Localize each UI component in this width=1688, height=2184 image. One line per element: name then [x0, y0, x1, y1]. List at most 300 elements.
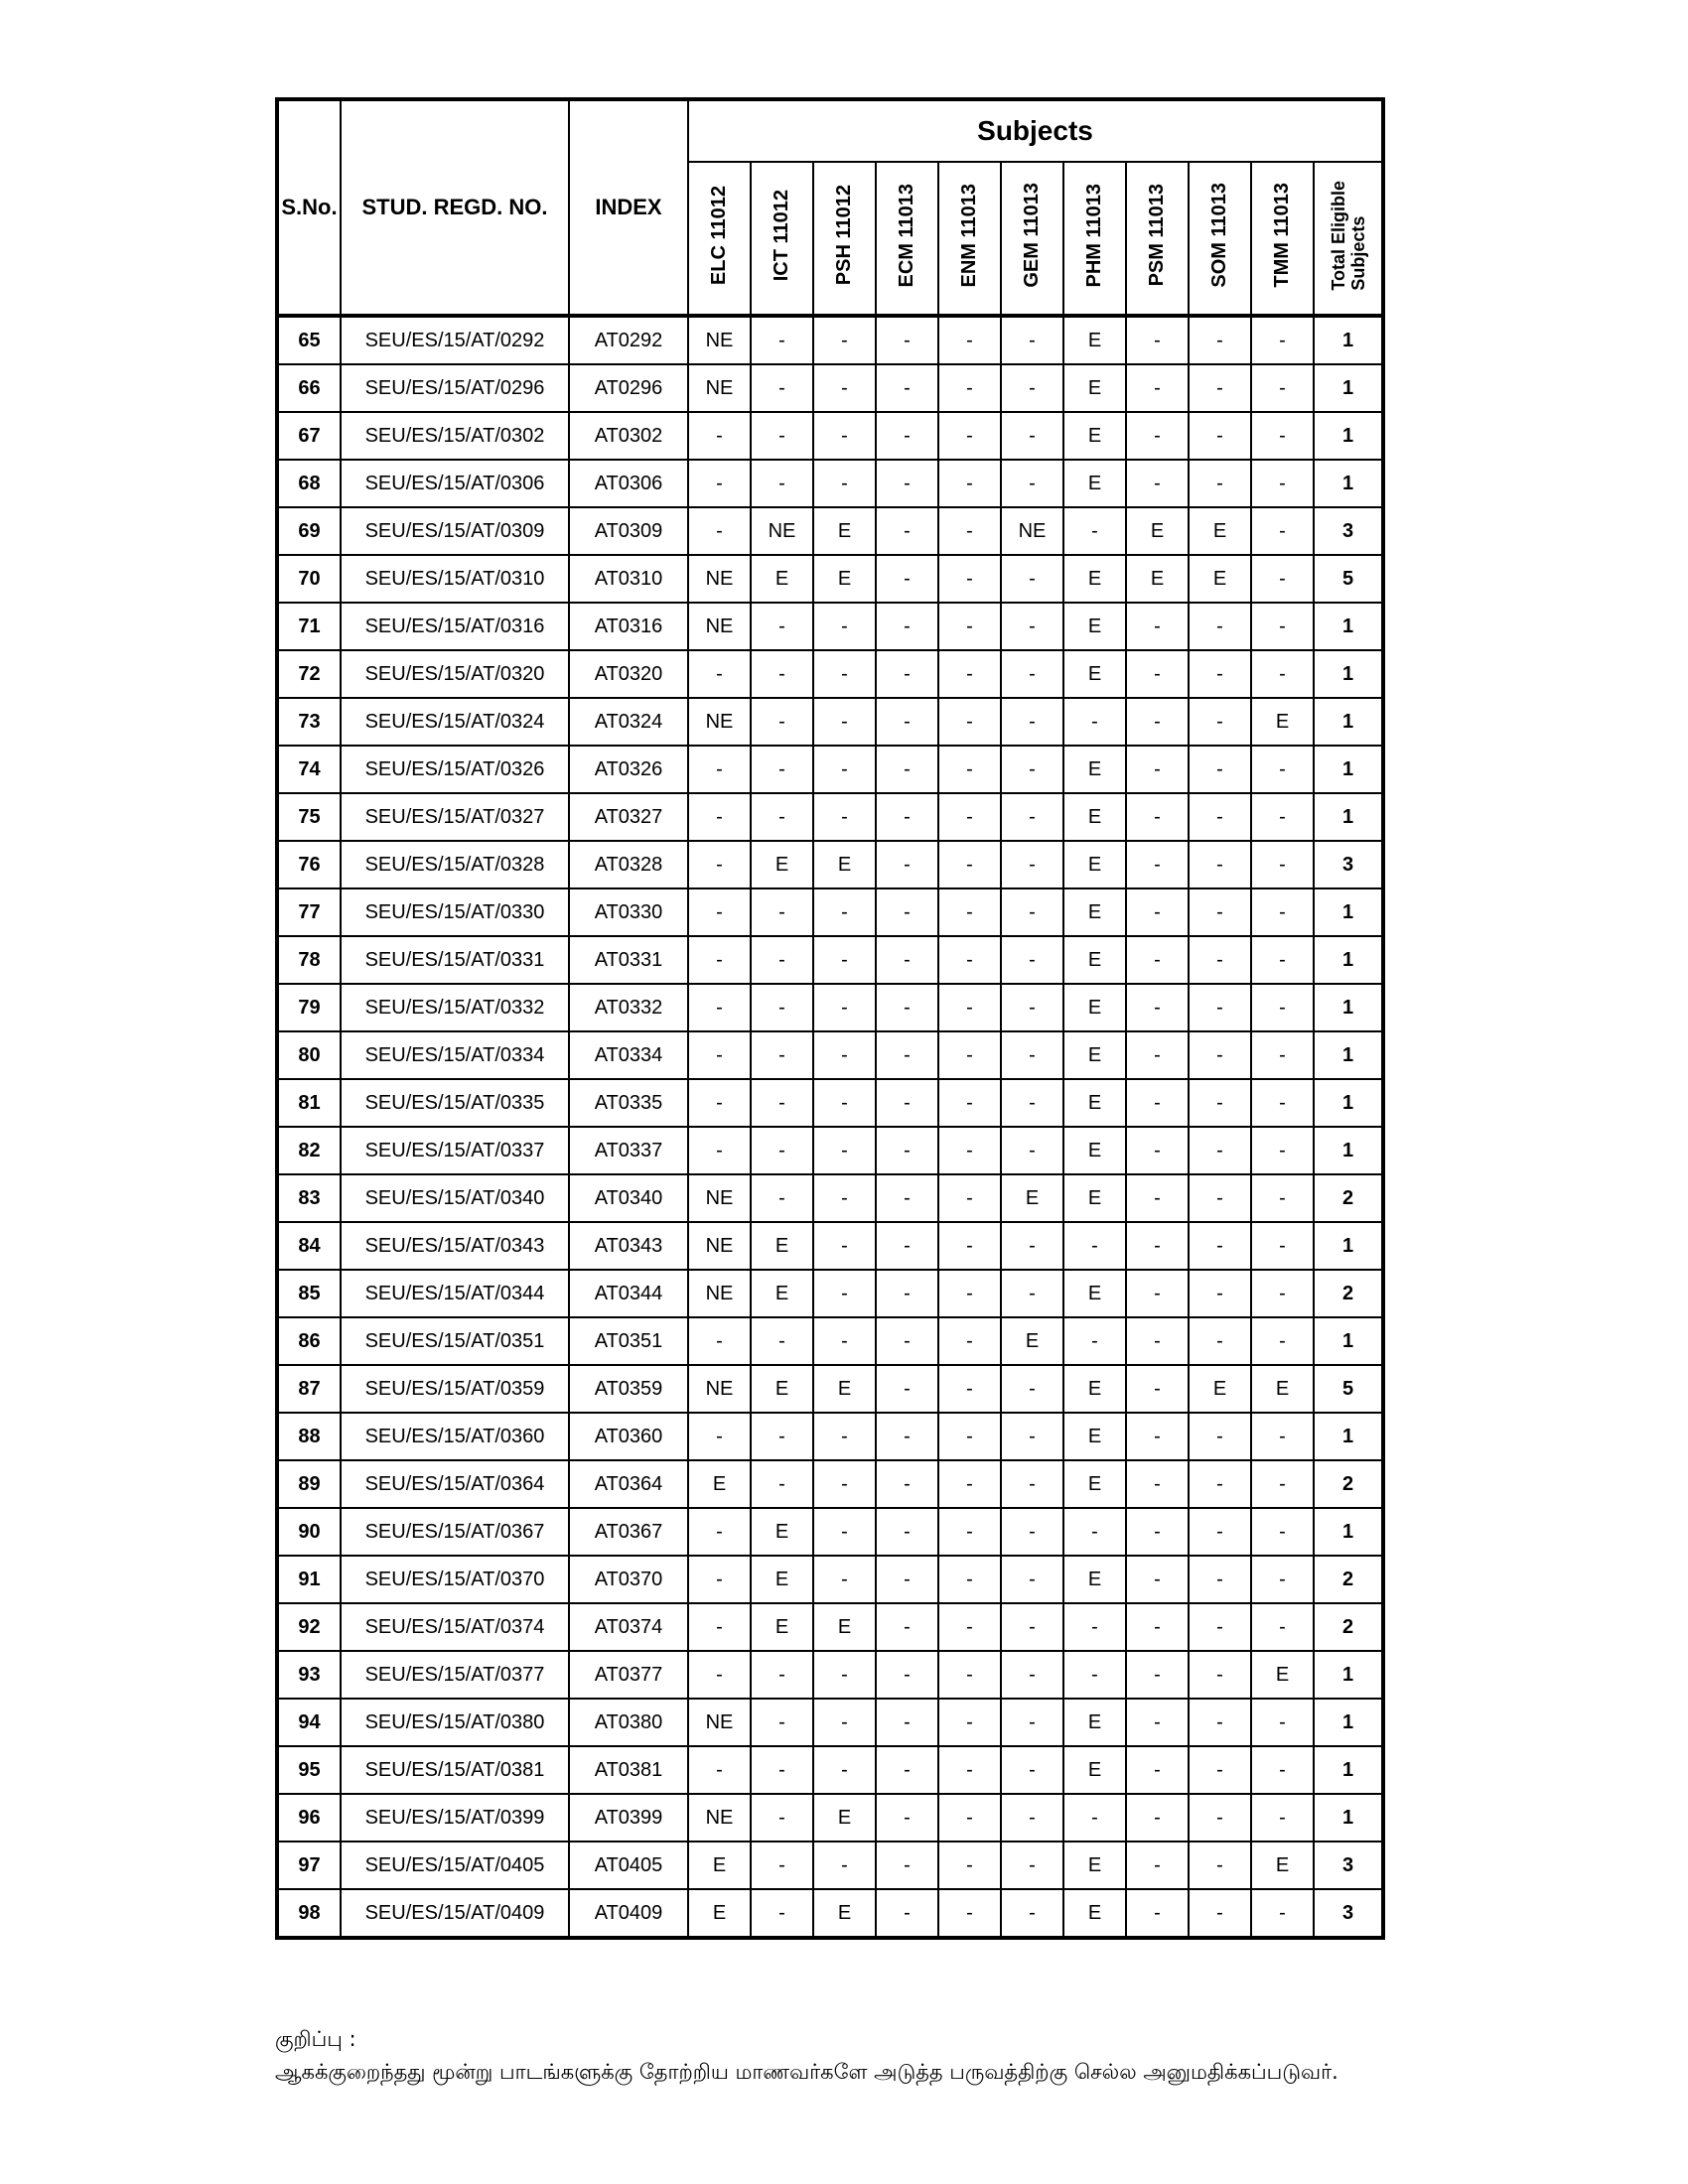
- cell-index: AT0292: [569, 316, 688, 364]
- cell-subject-mark: -: [751, 650, 813, 698]
- table-row: [277, 603, 1383, 650]
- cell-subject-mark: -: [876, 1127, 938, 1174]
- table-row: [277, 507, 1383, 555]
- cell-subject-mark: -: [1126, 1556, 1189, 1603]
- cell-total: 5: [1314, 555, 1383, 603]
- cell-regd-no: SEU/ES/15/AT/0327: [341, 793, 569, 841]
- table-row: [277, 1317, 1383, 1365]
- cell-regd-no: SEU/ES/15/AT/0377: [341, 1651, 569, 1699]
- cell-subject-mark: -: [1251, 1794, 1314, 1842]
- cell-subject-mark: -: [1126, 1842, 1189, 1889]
- header-subject-gem-11013: [1001, 162, 1063, 316]
- cell-subject-mark: -: [1001, 1222, 1063, 1270]
- cell-subject-mark: -: [1189, 460, 1251, 507]
- table-row: [277, 1174, 1383, 1222]
- cell-index: AT0310: [569, 555, 688, 603]
- cell-subject-mark: E: [1063, 555, 1126, 603]
- table-row: [277, 1842, 1383, 1889]
- cell-subject-mark: -: [1063, 698, 1126, 746]
- cell-subject-mark: E: [751, 841, 813, 888]
- cell-total: 1: [1314, 1413, 1383, 1460]
- cell-regd-no: SEU/ES/15/AT/0335: [341, 1079, 569, 1127]
- cell-subject-mark: -: [1189, 888, 1251, 936]
- cell-subject-mark: -: [688, 412, 751, 460]
- cell-subject-mark: E: [1063, 1460, 1126, 1508]
- table-row: [277, 1460, 1383, 1508]
- table-row: [277, 841, 1383, 888]
- header-total-label: Total Eligible Subjects: [1328, 180, 1368, 291]
- cell-subject-mark: -: [688, 1556, 751, 1603]
- cell-total: 1: [1314, 460, 1383, 507]
- table-row: [277, 1270, 1383, 1317]
- cell-subject-mark: -: [751, 1651, 813, 1699]
- cell-subject-mark: -: [1251, 555, 1314, 603]
- cell-subject-mark: -: [1001, 793, 1063, 841]
- cell-subject-mark: -: [1251, 1270, 1314, 1317]
- cell-subject-mark: E: [751, 555, 813, 603]
- cell-subject-mark: -: [813, 888, 876, 936]
- cell-regd-no: SEU/ES/15/AT/0316: [341, 603, 569, 650]
- cell-subject-mark: -: [1126, 1079, 1189, 1127]
- cell-regd-no: SEU/ES/15/AT/0370: [341, 1556, 569, 1603]
- cell-subject-mark: -: [1126, 984, 1189, 1031]
- cell-index: AT0334: [569, 1031, 688, 1079]
- cell-sno: 77: [277, 888, 341, 936]
- cell-subject-mark: -: [938, 1699, 1001, 1746]
- cell-total: 1: [1314, 746, 1383, 793]
- cell-subject-mark: -: [751, 1699, 813, 1746]
- cell-subject-mark: E: [1126, 507, 1189, 555]
- cell-subject-mark: -: [938, 507, 1001, 555]
- table-row: [277, 1603, 1383, 1651]
- cell-subject-mark: -: [876, 793, 938, 841]
- cell-regd-no: SEU/ES/15/AT/0296: [341, 364, 569, 412]
- cell-total: 2: [1314, 1603, 1383, 1651]
- cell-subject-mark: -: [876, 460, 938, 507]
- cell-subject-mark: -: [813, 1317, 876, 1365]
- cell-subject-mark: -: [938, 555, 1001, 603]
- cell-subject-mark: -: [688, 1603, 751, 1651]
- cell-sno: 91: [277, 1556, 341, 1603]
- cell-subject-mark: -: [1001, 1699, 1063, 1746]
- cell-index: AT0331: [569, 936, 688, 984]
- cell-subject-mark: -: [1189, 1842, 1251, 1889]
- table-row: [277, 698, 1383, 746]
- cell-subject-mark: E: [1251, 1842, 1314, 1889]
- header-subject-ecm-11013: [876, 162, 938, 316]
- cell-subject-mark: E: [1063, 1556, 1126, 1603]
- cell-regd-no: SEU/ES/15/AT/0334: [341, 1031, 569, 1079]
- header-subjects: Subjects: [688, 99, 1383, 162]
- cell-subject-mark: -: [938, 316, 1001, 364]
- table-row: [277, 1651, 1383, 1699]
- cell-total: 1: [1314, 364, 1383, 412]
- table-row: [277, 412, 1383, 460]
- cell-subject-mark: -: [938, 1889, 1001, 1938]
- cell-total: 5: [1314, 1365, 1383, 1413]
- cell-subject-mark: -: [876, 936, 938, 984]
- cell-subject-mark: -: [813, 1651, 876, 1699]
- cell-subject-mark: -: [876, 1365, 938, 1413]
- cell-subject-mark: -: [751, 888, 813, 936]
- cell-total: 1: [1314, 1127, 1383, 1174]
- cell-sno: 72: [277, 650, 341, 698]
- cell-subject-mark: -: [1001, 1365, 1063, 1413]
- cell-regd-no: SEU/ES/15/AT/0409: [341, 1889, 569, 1938]
- cell-regd-no: SEU/ES/15/AT/0360: [341, 1413, 569, 1460]
- cell-subject-mark: -: [1001, 1746, 1063, 1794]
- cell-sno: 84: [277, 1222, 341, 1270]
- cell-subject-mark: -: [1251, 793, 1314, 841]
- cell-subject-mark: -: [1063, 1508, 1126, 1556]
- cell-subject-mark: NE: [688, 603, 751, 650]
- cell-sno: 66: [277, 364, 341, 412]
- cell-total: 1: [1314, 1222, 1383, 1270]
- cell-subject-mark: -: [1001, 1651, 1063, 1699]
- cell-total: 1: [1314, 1508, 1383, 1556]
- cell-index: AT0302: [569, 412, 688, 460]
- cell-regd-no: SEU/ES/15/AT/0351: [341, 1317, 569, 1365]
- cell-subject-mark: -: [938, 1603, 1001, 1651]
- cell-total: 1: [1314, 1651, 1383, 1699]
- cell-subject-mark: -: [1001, 984, 1063, 1031]
- cell-subject-mark: -: [876, 507, 938, 555]
- cell-total: 1: [1314, 1699, 1383, 1746]
- cell-subject-mark: -: [751, 698, 813, 746]
- cell-subject-mark: E: [1063, 1079, 1126, 1127]
- cell-subject-mark: -: [938, 1270, 1001, 1317]
- cell-subject-mark: E: [1063, 1842, 1126, 1889]
- cell-subject-mark: E: [1063, 412, 1126, 460]
- cell-total: 3: [1314, 841, 1383, 888]
- cell-sno: 82: [277, 1127, 341, 1174]
- cell-subject-mark: -: [813, 936, 876, 984]
- cell-subject-mark: -: [1251, 984, 1314, 1031]
- table-row: [277, 936, 1383, 984]
- header-subject-tmm-11013: [1251, 162, 1314, 316]
- cell-sno: 67: [277, 412, 341, 460]
- cell-sno: 83: [277, 1174, 341, 1222]
- cell-subject-mark: -: [813, 412, 876, 460]
- cell-subject-mark: -: [1189, 1699, 1251, 1746]
- table-row: [277, 1365, 1383, 1413]
- cell-subject-mark: -: [1126, 1603, 1189, 1651]
- cell-subject-mark: -: [938, 650, 1001, 698]
- cell-subject-mark: -: [1001, 603, 1063, 650]
- cell-subject-mark: -: [751, 793, 813, 841]
- cell-subject-mark: -: [751, 1746, 813, 1794]
- cell-subject-mark: -: [813, 460, 876, 507]
- cell-subject-mark: -: [1001, 316, 1063, 364]
- cell-subject-mark: -: [813, 1508, 876, 1556]
- header-subject-som-11013: [1189, 162, 1251, 316]
- cell-index: AT0316: [569, 603, 688, 650]
- cell-subject-mark: -: [751, 460, 813, 507]
- cell-sno: 74: [277, 746, 341, 793]
- cell-index: AT0374: [569, 1603, 688, 1651]
- cell-total: 1: [1314, 698, 1383, 746]
- cell-subject-mark: -: [876, 650, 938, 698]
- cell-subject-mark: -: [1189, 364, 1251, 412]
- cell-subject-mark: -: [876, 888, 938, 936]
- cell-subject-mark: E: [1189, 507, 1251, 555]
- cell-regd-no: SEU/ES/15/AT/0306: [341, 460, 569, 507]
- cell-sno: 81: [277, 1079, 341, 1127]
- cell-sno: 76: [277, 841, 341, 888]
- cell-index: AT0326: [569, 746, 688, 793]
- header-subject-label: ELC 11012: [708, 185, 730, 286]
- cell-subject-mark: -: [1126, 1746, 1189, 1794]
- cell-sno: 68: [277, 460, 341, 507]
- cell-subject-mark: -: [1251, 1031, 1314, 1079]
- cell-subject-mark: -: [813, 793, 876, 841]
- cell-subject-mark: -: [688, 1079, 751, 1127]
- cell-subject-mark: E: [688, 1460, 751, 1508]
- cell-subject-mark: -: [1126, 746, 1189, 793]
- cell-sno: 97: [277, 1842, 341, 1889]
- cell-regd-no: SEU/ES/15/AT/0320: [341, 650, 569, 698]
- cell-subject-mark: -: [751, 603, 813, 650]
- cell-subject-mark: -: [938, 1031, 1001, 1079]
- cell-subject-mark: -: [813, 1699, 876, 1746]
- table-row: [277, 1079, 1383, 1127]
- cell-subject-mark: E: [1189, 555, 1251, 603]
- cell-subject-mark: -: [813, 1746, 876, 1794]
- cell-subject-mark: -: [1001, 1603, 1063, 1651]
- cell-subject-mark: -: [938, 698, 1001, 746]
- header-subject-label: GEM 11013: [1021, 183, 1043, 288]
- cell-subject-mark: -: [1126, 460, 1189, 507]
- cell-subject-mark: -: [688, 984, 751, 1031]
- cell-subject-mark: -: [688, 841, 751, 888]
- cell-sno: 96: [277, 1794, 341, 1842]
- cell-subject-mark: -: [1189, 1508, 1251, 1556]
- cell-subject-mark: E: [1063, 984, 1126, 1031]
- cell-subject-mark: E: [1063, 1270, 1126, 1317]
- cell-sno: 79: [277, 984, 341, 1031]
- cell-subject-mark: -: [938, 460, 1001, 507]
- cell-subject-mark: -: [1126, 1460, 1189, 1508]
- cell-subject-mark: -: [1001, 888, 1063, 936]
- cell-subject-mark: -: [938, 1651, 1001, 1699]
- cell-total: 1: [1314, 1794, 1383, 1842]
- cell-subject-mark: -: [1126, 1127, 1189, 1174]
- cell-subject-mark: -: [1126, 1794, 1189, 1842]
- cell-regd-no: SEU/ES/15/AT/0328: [341, 841, 569, 888]
- cell-subject-mark: -: [1063, 1317, 1126, 1365]
- cell-total: 1: [1314, 1317, 1383, 1365]
- cell-subject-mark: -: [688, 1746, 751, 1794]
- cell-subject-mark: NE: [688, 1365, 751, 1413]
- cell-index: AT0409: [569, 1889, 688, 1938]
- cell-index: AT0377: [569, 1651, 688, 1699]
- cell-subject-mark: -: [1251, 412, 1314, 460]
- cell-subject-mark: E: [1001, 1317, 1063, 1365]
- cell-regd-no: SEU/ES/15/AT/0326: [341, 746, 569, 793]
- cell-subject-mark: -: [938, 1556, 1001, 1603]
- cell-total: 1: [1314, 936, 1383, 984]
- cell-subject-mark: -: [876, 746, 938, 793]
- cell-subject-mark: -: [938, 936, 1001, 984]
- table-row: [277, 1127, 1383, 1174]
- cell-subject-mark: E: [751, 1556, 813, 1603]
- cell-sno: 98: [277, 1889, 341, 1938]
- cell-subject-mark: E: [813, 1365, 876, 1413]
- cell-subject-mark: -: [1189, 1889, 1251, 1938]
- cell-subject-mark: -: [688, 1317, 751, 1365]
- cell-sno: 89: [277, 1460, 341, 1508]
- cell-subject-mark: -: [1001, 1127, 1063, 1174]
- cell-subject-mark: -: [751, 364, 813, 412]
- cell-total: 1: [1314, 793, 1383, 841]
- cell-subject-mark: -: [1063, 1651, 1126, 1699]
- cell-subject-mark: -: [813, 1079, 876, 1127]
- cell-subject-mark: E: [1063, 1031, 1126, 1079]
- cell-subject-mark: -: [1251, 507, 1314, 555]
- cell-subject-mark: -: [1251, 746, 1314, 793]
- cell-subject-mark: -: [1189, 1270, 1251, 1317]
- cell-subject-mark: -: [1189, 1746, 1251, 1794]
- cell-subject-mark: -: [1126, 1031, 1189, 1079]
- cell-subject-mark: E: [1063, 1174, 1126, 1222]
- cell-subject-mark: -: [1126, 603, 1189, 650]
- cell-subject-mark: -: [1251, 936, 1314, 984]
- cell-subject-mark: -: [1001, 555, 1063, 603]
- cell-subject-mark: E: [1251, 1365, 1314, 1413]
- cell-subject-mark: -: [1126, 888, 1189, 936]
- cell-subject-mark: -: [751, 1127, 813, 1174]
- cell-index: AT0364: [569, 1460, 688, 1508]
- cell-subject-mark: E: [1063, 1365, 1126, 1413]
- cell-sno: 87: [277, 1365, 341, 1413]
- cell-subject-mark: -: [938, 364, 1001, 412]
- cell-subject-mark: -: [1251, 888, 1314, 936]
- table-row: [277, 1413, 1383, 1460]
- cell-subject-mark: -: [876, 316, 938, 364]
- cell-subject-mark: -: [876, 1842, 938, 1889]
- cell-regd-no: SEU/ES/15/AT/0374: [341, 1603, 569, 1651]
- cell-subject-mark: -: [688, 507, 751, 555]
- table-row: [277, 1508, 1383, 1556]
- cell-subject-mark: -: [876, 1556, 938, 1603]
- table-row: [277, 984, 1383, 1031]
- cell-regd-no: SEU/ES/15/AT/0381: [341, 1746, 569, 1794]
- cell-subject-mark: E: [1063, 1746, 1126, 1794]
- cell-subject-mark: E: [813, 1603, 876, 1651]
- cell-subject-mark: NE: [688, 555, 751, 603]
- cell-subject-mark: -: [813, 1222, 876, 1270]
- cell-subject-mark: E: [1063, 603, 1126, 650]
- cell-subject-mark: -: [813, 698, 876, 746]
- cell-subject-mark: -: [1001, 460, 1063, 507]
- cell-subject-mark: -: [876, 1079, 938, 1127]
- cell-subject-mark: -: [1189, 1460, 1251, 1508]
- cell-index: AT0405: [569, 1842, 688, 1889]
- cell-regd-no: SEU/ES/15/AT/0364: [341, 1460, 569, 1508]
- cell-index: AT0309: [569, 507, 688, 555]
- cell-subject-mark: E: [1063, 1127, 1126, 1174]
- header-subject-label: ICT 11012: [771, 189, 792, 282]
- cell-subject-mark: -: [813, 1413, 876, 1460]
- table-row: [277, 1746, 1383, 1794]
- cell-subject-mark: -: [1126, 1508, 1189, 1556]
- cell-index: AT0328: [569, 841, 688, 888]
- cell-subject-mark: E: [1063, 936, 1126, 984]
- cell-subject-mark: -: [688, 460, 751, 507]
- cell-subject-mark: -: [1251, 316, 1314, 364]
- cell-subject-mark: -: [876, 555, 938, 603]
- cell-subject-mark: -: [813, 1127, 876, 1174]
- cell-subject-mark: -: [938, 1746, 1001, 1794]
- cell-subject-mark: -: [876, 1508, 938, 1556]
- cell-subject-mark: E: [1063, 364, 1126, 412]
- cell-total: 1: [1314, 1079, 1383, 1127]
- cell-subject-mark: -: [1189, 1556, 1251, 1603]
- cell-subject-mark: -: [1001, 936, 1063, 984]
- eligibility-sheet: [275, 97, 1385, 1940]
- cell-subject-mark: -: [876, 1651, 938, 1699]
- cell-regd-no: SEU/ES/15/AT/0309: [341, 507, 569, 555]
- cell-subject-mark: -: [751, 316, 813, 364]
- cell-subject-mark: E: [813, 1889, 876, 1938]
- cell-subject-mark: -: [938, 841, 1001, 888]
- cell-index: AT0335: [569, 1079, 688, 1127]
- cell-sno: 88: [277, 1413, 341, 1460]
- table-row: [277, 746, 1383, 793]
- cell-subject-mark: -: [1251, 1127, 1314, 1174]
- cell-subject-mark: E: [751, 1222, 813, 1270]
- cell-subject-mark: -: [1001, 364, 1063, 412]
- cell-subject-mark: E: [1189, 1365, 1251, 1413]
- header-regd-no: STUD. REGD. NO.: [341, 99, 569, 316]
- cell-subject-mark: -: [876, 1794, 938, 1842]
- header-sno: S.No.: [277, 99, 341, 316]
- note-text: ஆகக்குறைந்தது மூன்று பாடங்களுக்கு தோற்றிய மாணவர்களே அடுத்த பருவத்திற்கு செல்ல அனுமதிக்கப்படுவர்.: [275, 2060, 1338, 2084]
- cell-subject-mark: -: [813, 650, 876, 698]
- header-subject-label: SOM 11013: [1208, 183, 1230, 288]
- cell-subject-mark: -: [1189, 936, 1251, 984]
- cell-index: AT0332: [569, 984, 688, 1031]
- table-row: [277, 1556, 1383, 1603]
- cell-index: AT0367: [569, 1508, 688, 1556]
- cell-subject-mark: -: [876, 1460, 938, 1508]
- cell-subject-mark: E: [751, 1270, 813, 1317]
- cell-subject-mark: NE: [688, 316, 751, 364]
- cell-index: AT0343: [569, 1222, 688, 1270]
- cell-subject-mark: -: [813, 364, 876, 412]
- cell-subject-mark: -: [1251, 1889, 1314, 1938]
- cell-sno: 70: [277, 555, 341, 603]
- cell-subject-mark: -: [876, 841, 938, 888]
- cell-subject-mark: -: [876, 412, 938, 460]
- cell-regd-no: SEU/ES/15/AT/0340: [341, 1174, 569, 1222]
- cell-subject-mark: -: [1126, 936, 1189, 984]
- cell-subject-mark: -: [1001, 841, 1063, 888]
- cell-subject-mark: -: [1189, 1603, 1251, 1651]
- cell-subject-mark: -: [876, 1603, 938, 1651]
- cell-subject-mark: -: [1251, 1746, 1314, 1794]
- table-row: [277, 316, 1383, 364]
- cell-subject-mark: -: [1126, 698, 1189, 746]
- header-subject-ict-11012: [751, 162, 813, 316]
- cell-subject-mark: -: [938, 1079, 1001, 1127]
- cell-subject-mark: -: [813, 1031, 876, 1079]
- header-index: INDEX: [569, 99, 688, 316]
- cell-subject-mark: -: [876, 1699, 938, 1746]
- cell-subject-mark: -: [876, 1889, 938, 1938]
- cell-subject-mark: -: [688, 1031, 751, 1079]
- cell-subject-mark: -: [1189, 1651, 1251, 1699]
